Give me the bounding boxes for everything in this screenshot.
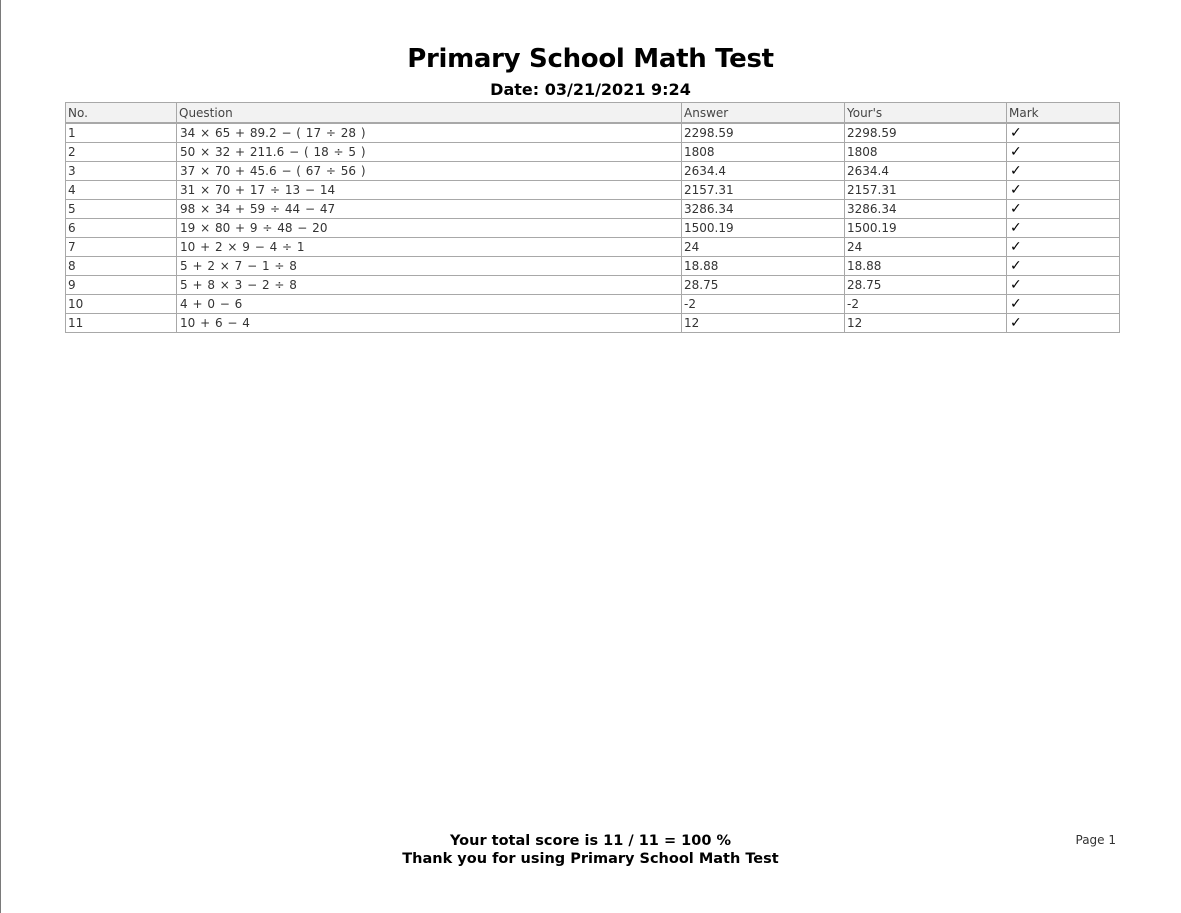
- page-left-border: [0, 0, 1, 913]
- table-row: [66, 257, 1120, 276]
- table-row: [66, 314, 1120, 333]
- check-mark-icon: ✓: [1007, 295, 1120, 314]
- cell-yours: 2634.4: [845, 162, 1007, 181]
- cell-answer: -2: [682, 295, 845, 314]
- cell-yours: -2: [845, 295, 1007, 314]
- cell-no: 10: [66, 295, 177, 314]
- cell-no: 8: [66, 257, 177, 276]
- header-mark: Mark: [1007, 103, 1120, 124]
- cell-answer: 24: [682, 238, 845, 257]
- cell-question: 10 + 6 − 4: [177, 314, 682, 333]
- cell-yours: 24: [845, 238, 1007, 257]
- table-row: [66, 123, 1120, 143]
- check-mark-icon: ✓: [1007, 257, 1120, 276]
- cell-question: 5 + 2 × 7 − 1 ÷ 8: [177, 257, 682, 276]
- table-row: [66, 181, 1120, 200]
- cell-no: 3: [66, 162, 177, 181]
- check-mark-icon: ✓: [1007, 123, 1120, 143]
- cell-no: 1: [66, 123, 177, 143]
- cell-no: 5: [66, 200, 177, 219]
- cell-question: 98 × 34 + 59 ÷ 44 − 47: [177, 200, 682, 219]
- check-mark-icon: ✓: [1007, 314, 1120, 333]
- table-row: [66, 238, 1120, 257]
- cell-no: 7: [66, 238, 177, 257]
- header-no: No.: [66, 103, 177, 124]
- table-row: [66, 295, 1120, 314]
- cell-yours: 18.88: [845, 257, 1007, 276]
- cell-answer: 2634.4: [682, 162, 845, 181]
- report-title: Primary School Math Test: [407, 44, 774, 74]
- check-mark-icon: ✓: [1007, 276, 1120, 295]
- cell-no: 2: [66, 143, 177, 162]
- cell-no: 6: [66, 219, 177, 238]
- cell-answer: 1500.19: [682, 219, 845, 238]
- header-question: Question: [177, 103, 682, 124]
- cell-answer: 2298.59: [682, 123, 845, 143]
- cell-question: 50 × 32 + 211.6 − ( 18 ÷ 5 ): [177, 143, 682, 162]
- cell-yours: 1808: [845, 143, 1007, 162]
- table-row: [66, 162, 1120, 181]
- header-answer: Answer: [682, 103, 845, 124]
- cell-no: 9: [66, 276, 177, 295]
- page-number: Page 1: [1075, 833, 1116, 847]
- cell-yours: 3286.34: [845, 200, 1007, 219]
- table-row: [66, 219, 1120, 238]
- cell-yours: 2298.59: [845, 123, 1007, 143]
- cell-question: 10 + 2 × 9 − 4 ÷ 1: [177, 238, 682, 257]
- cell-answer: 3286.34: [682, 200, 845, 219]
- check-mark-icon: ✓: [1007, 238, 1120, 257]
- cell-no: 11: [66, 314, 177, 333]
- header-yours: Your's: [845, 103, 1007, 124]
- table-header-row: [66, 103, 1120, 124]
- cell-answer: 2157.31: [682, 181, 845, 200]
- cell-yours: 2157.31: [845, 181, 1007, 200]
- total-score: Your total score is 11 / 11 = 100 %: [450, 833, 731, 849]
- cell-question: 31 × 70 + 17 ÷ 13 − 14: [177, 181, 682, 200]
- thank-you-note: Thank you for using Primary School Math Test: [402, 851, 779, 867]
- check-mark-icon: ✓: [1007, 162, 1120, 181]
- table-row: [66, 276, 1120, 295]
- cell-answer: 1808: [682, 143, 845, 162]
- cell-answer: 18.88: [682, 257, 845, 276]
- check-mark-icon: ✓: [1007, 219, 1120, 238]
- cell-yours: 12: [845, 314, 1007, 333]
- cell-no: 4: [66, 181, 177, 200]
- check-mark-icon: ✓: [1007, 200, 1120, 219]
- check-mark-icon: ✓: [1007, 143, 1120, 162]
- report-footer: [0, 832, 1181, 868]
- results-table: [65, 102, 1120, 333]
- cell-answer: 12: [682, 314, 845, 333]
- cell-answer: 28.75: [682, 276, 845, 295]
- table-row: [66, 200, 1120, 219]
- table-row: [66, 143, 1120, 162]
- cell-question: 37 × 70 + 45.6 − ( 67 ÷ 56 ): [177, 162, 682, 181]
- cell-question: 5 + 8 × 3 − 2 ÷ 8: [177, 276, 682, 295]
- cell-yours: 1500.19: [845, 219, 1007, 238]
- cell-question: 34 × 65 + 89.2 − ( 17 ÷ 28 ): [177, 123, 682, 143]
- report-date: Date: 03/21/2021 9:24: [490, 80, 691, 99]
- cell-question: 19 × 80 + 9 ÷ 48 − 20: [177, 219, 682, 238]
- cell-yours: 28.75: [845, 276, 1007, 295]
- check-mark-icon: ✓: [1007, 181, 1120, 200]
- cell-question: 4 + 0 − 6: [177, 295, 682, 314]
